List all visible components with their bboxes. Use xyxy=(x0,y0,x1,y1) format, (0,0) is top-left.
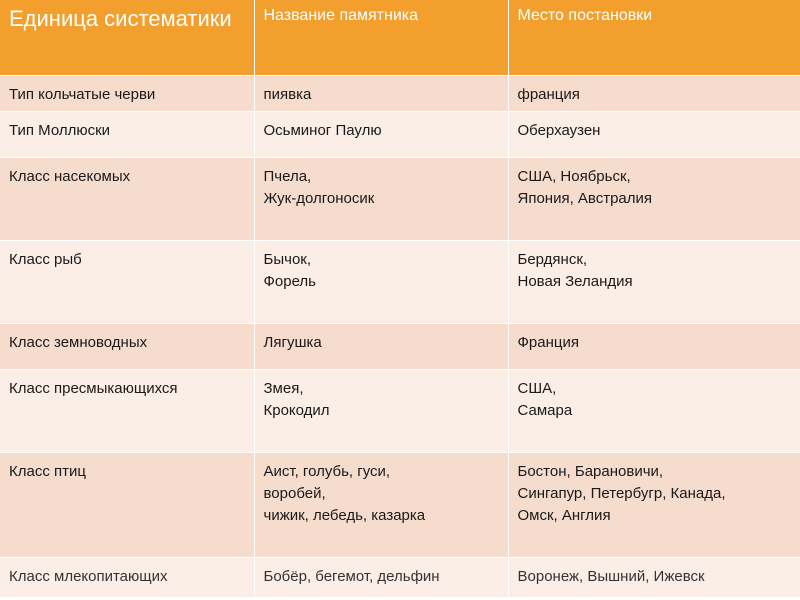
taxon-cell: Тип кольчатые черви xyxy=(0,75,254,111)
monument-cell: пиявка xyxy=(254,75,508,111)
taxon-cell: Класс млекопитающих xyxy=(0,557,254,597)
taxon-cell: Тип Моллюски xyxy=(0,111,254,157)
table-row xyxy=(0,75,800,111)
table-row xyxy=(0,111,800,157)
header-location: Место постановки xyxy=(508,0,800,75)
monument-cell: Бычок, Форель xyxy=(254,240,508,323)
taxon-cell: Класс рыб xyxy=(0,240,254,323)
monument-cell: Бобёр, бегемот, дельфин xyxy=(254,557,508,597)
monument-cell: Осьминог Паулю xyxy=(254,111,508,157)
table-header-row xyxy=(0,0,800,75)
location-cell: франция xyxy=(508,75,800,111)
table-row xyxy=(0,323,800,369)
location-cell: Франция xyxy=(508,323,800,369)
taxon-cell: Класс земноводных xyxy=(0,323,254,369)
taxon-cell: Класс птиц xyxy=(0,452,254,557)
monument-cell: Пчела, Жук-долгоносик xyxy=(254,157,508,240)
taxon-cell: Класс пресмыкающихся xyxy=(0,369,254,452)
location-cell: Оберхаузен xyxy=(508,111,800,157)
table-row xyxy=(0,157,800,240)
header-monument-name: Название памятника xyxy=(254,0,508,75)
table-row xyxy=(0,240,800,323)
monument-cell: Лягушка xyxy=(254,323,508,369)
table-row xyxy=(0,557,800,597)
location-cell: Бостон, Барановичи, Сингапур, Петербугр, Канада, Омск, Англия xyxy=(508,452,800,557)
table-row xyxy=(0,369,800,452)
table-row xyxy=(0,452,800,557)
location-cell: США, Ноябрьск, Япония, Австралия xyxy=(508,157,800,240)
location-cell: США, Самара xyxy=(508,369,800,452)
taxon-cell: Класс насекомых xyxy=(0,157,254,240)
monument-cell: Змея, Крокодил xyxy=(254,369,508,452)
monument-cell: Аист, голубь, гуси, воробей, чижик, лебедь, казарка xyxy=(254,452,508,557)
header-taxon-unit: Единица систематики xyxy=(0,0,254,75)
location-cell: Воронеж, Вышний, Ижевск xyxy=(508,557,800,597)
location-cell: Бердянск, Новая Зеландия xyxy=(508,240,800,323)
